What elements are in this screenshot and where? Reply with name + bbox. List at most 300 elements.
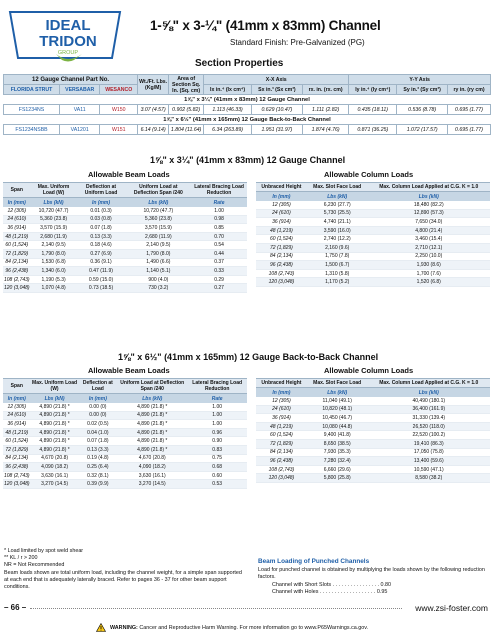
table-cell: 0.68 xyxy=(187,463,247,472)
table-cell: 36,400 (161.9) xyxy=(368,405,490,414)
table-cell: 1,310 (5.8) xyxy=(307,269,368,278)
table-cell: 3,570 (15.9) xyxy=(31,224,77,233)
unit-header: Lbs (kN) xyxy=(307,388,368,398)
note-beam-loads: Beam loads shown are total uniform load, including the channel weight, for a simple span supported at each end that is adequately laterally braced. Refer to pages 36 - 37 for other beam support conditions. xyxy=(4,569,242,591)
props-cell: 0.695 (1.77) xyxy=(448,105,491,115)
table-cell: 5,360 (23.8) xyxy=(31,215,77,224)
table-cell: 2,250 (10.0) xyxy=(368,252,490,261)
table-cell: 0.70 xyxy=(191,232,247,241)
table-cell: 0.39 (9.9) xyxy=(79,480,118,489)
col-sx: Sx in.³ (Sx cm³) xyxy=(252,85,303,95)
table-cell: 96 (2,438) xyxy=(3,463,31,472)
table-cell: 120 (3,048) xyxy=(256,278,307,287)
table-row xyxy=(256,397,490,405)
table-cell: 0.33 xyxy=(191,267,247,276)
table-row xyxy=(256,405,490,414)
column-header: Lateral Bracing Load Reduction xyxy=(187,379,247,394)
table-cell: 108 (2,743) xyxy=(4,276,30,283)
table-cell: 60 (1,524) xyxy=(3,241,31,250)
punched-short-slots: Channel with Short Slots . . . . . . . . . . . . . . . . 0.80 xyxy=(272,581,391,588)
gauge-header: 12 Gauge Channel Part No. xyxy=(4,75,138,85)
table-cell: 60 (1,524) xyxy=(256,431,307,440)
props-cell: 0.536 (8.78) xyxy=(397,105,448,115)
table-cell: 0.36 (9.1) xyxy=(77,258,126,267)
unit-header: Lbs (kN) xyxy=(31,394,79,404)
table-cell: 1,190 (5.3) xyxy=(31,275,77,284)
table-cell: 24 (610) xyxy=(3,215,31,224)
warning-label: WARNING: xyxy=(110,625,138,631)
props-cell: 1.113 (46.33) xyxy=(204,105,252,115)
props-cell: FS1234NSBB xyxy=(4,125,60,135)
table-cell: 4,800 (21.4) xyxy=(368,226,490,235)
table-cell: 0.07 (1.8) xyxy=(79,437,118,446)
table-cell: 0.37 xyxy=(191,258,247,267)
table-cell: 0.83 xyxy=(187,445,247,454)
table-cell: 3,570 (15.9) xyxy=(126,224,192,233)
table-cell: 84 (2,134) xyxy=(256,252,307,261)
table-cell: 4,740 (21.1) xyxy=(307,218,368,227)
table-row xyxy=(256,431,490,440)
table-row xyxy=(3,241,247,250)
warning-icon xyxy=(96,623,106,632)
table-cell: 4,890 (21.8) * xyxy=(117,445,187,454)
table-row xyxy=(3,428,247,437)
column-header: Span xyxy=(3,183,31,198)
table-row xyxy=(3,215,247,224)
punched-text: Load for punched channel is obtained by multiplying the loads shown by the following reduction factors. xyxy=(258,567,485,581)
props-cell: 1.111 (2.82) xyxy=(302,105,349,115)
table-cell: 19,410 (86.3) xyxy=(368,439,490,448)
table-row xyxy=(3,420,247,429)
props-cell: 1.804 (11.64) xyxy=(169,125,204,135)
table-cell: 1,140 (5.1) xyxy=(126,267,192,276)
table-cell: 36 (914) xyxy=(3,420,31,429)
column-header: Uniform Load at Deflection Span /240 xyxy=(126,183,192,198)
table-cell: 0.03 (0.8) xyxy=(77,215,126,224)
table-cell: 0.19 (4.8) xyxy=(79,454,118,463)
table-cell: 0.25 (6.4) xyxy=(79,463,118,472)
table-cell: 4,890 (21.8) * xyxy=(117,411,187,420)
table-row xyxy=(3,403,247,411)
punched-heading: Beam Loading of Punched Channels xyxy=(258,558,370,565)
page-subtitle: Standard Finish: Pre-Galvanized (PG) xyxy=(230,38,365,47)
table-row xyxy=(256,278,490,287)
table-cell: 96 (2,438) xyxy=(256,457,307,466)
table-cell: 0.07 (1.8) xyxy=(77,224,126,233)
table-cell: 12,890 (57.3) xyxy=(368,209,490,218)
table-cell: 3,590 (16.0) xyxy=(307,226,368,235)
table-row xyxy=(256,448,490,457)
unit-header: Lbs (kN) xyxy=(126,198,192,208)
table-cell: 36 (914) xyxy=(256,414,307,423)
table-cell: 120 (3,048) xyxy=(4,285,30,292)
table-cell: 6,230 (27.7) xyxy=(307,201,368,209)
yy-axis-header: Y-Y Axis xyxy=(349,75,491,85)
column-header: Max. Slot Face Load xyxy=(307,183,368,192)
table-cell: 1,790 (8.0) xyxy=(126,249,192,258)
table-cell: 6,660 (29.6) xyxy=(307,465,368,474)
table-cell: 3,460 (15.4) xyxy=(368,235,490,244)
table-row xyxy=(256,414,490,423)
props-cell: 1.951 (31.97) xyxy=(252,125,303,135)
footer-divider xyxy=(30,608,402,609)
table-cell: 10,080 (44.8) xyxy=(307,422,368,431)
col-ry: ry in. (ry cm) xyxy=(448,85,491,95)
unit-header: Rate xyxy=(187,394,247,404)
column-header: Max. Uniform Load (W) xyxy=(31,183,77,198)
table-cell: 0.73 (18.5) xyxy=(77,284,126,293)
table-cell: 2,680 (11.9) xyxy=(126,232,192,241)
table-cell: 120 (3,048) xyxy=(4,481,30,488)
table-cell: 84 (2,134) xyxy=(3,258,31,267)
column-header: Unbraced Height xyxy=(256,379,307,388)
props-cell: W151 xyxy=(100,125,138,135)
table-cell: 96 (2,438) xyxy=(3,267,31,276)
table-cell: 0.18 (4.6) xyxy=(77,241,126,250)
table-cell: 5,360 (23.8) xyxy=(126,215,192,224)
props-cell: 3.07 (4.57) xyxy=(138,105,169,115)
table-cell: 84 (2,134) xyxy=(256,448,307,457)
section2-column-heading: Allowable Column Loads xyxy=(324,366,414,375)
table-cell: 2,710 (12.1) xyxy=(368,243,490,252)
table-cell: 4,090 (18.2) xyxy=(31,463,79,472)
table-cell: 1,700 (7.6) xyxy=(368,269,490,278)
note-nr: NR = Not Recommended xyxy=(4,562,65,569)
section2-beam-table xyxy=(3,378,247,489)
table-row xyxy=(3,258,247,267)
table-cell: 0.90 xyxy=(187,437,247,446)
table-row xyxy=(256,422,490,431)
table-cell: 0.27 (6.9) xyxy=(77,249,126,258)
props-cell: 0.695 (1.77) xyxy=(448,125,491,135)
table-cell: 7,930 (35.3) xyxy=(307,448,368,457)
note-spot-weld: * Load limited by spot weld shear xyxy=(4,548,84,554)
table-row xyxy=(3,463,247,472)
column-header: Max. Column Load Applied at C.G. K = 1.0 xyxy=(368,379,490,388)
table-cell: 10,720 (47.7) xyxy=(31,207,77,215)
section2-column-table xyxy=(256,378,490,483)
table-cell: 108 (2,743) xyxy=(256,269,307,278)
table-cell: 8,650 (38.5) xyxy=(307,439,368,448)
section1-beam-heading: Allowable Beam Loads xyxy=(88,170,170,179)
table-cell: 84 (2,134) xyxy=(3,454,31,463)
band-back-to-back: 1⅝" x 6½" (41mm x 165mm) 12 Gauge Back-to-Back Channel xyxy=(4,115,491,125)
table-cell: 2,740 (12.2) xyxy=(307,235,368,244)
table-cell: 0.59 (15.0) xyxy=(77,275,126,284)
props-cell: VA11 xyxy=(60,105,100,115)
website-link[interactable]: www.zsi-foster.com xyxy=(415,603,488,613)
band-single: 1⅝" x 3¼" (41mm x 83mm) 12 Gauge Channel xyxy=(4,95,491,105)
column-header: Lateral Bracing Load Reduction xyxy=(191,183,247,198)
table-row xyxy=(3,232,247,241)
table-cell: 3,270 (14.5) xyxy=(31,480,79,489)
table-cell: 9,400 (41.8) xyxy=(307,431,368,440)
column-header: Span xyxy=(3,379,31,394)
table-cell: 10,820 (48.1) xyxy=(307,405,368,414)
table-cell: 0.98 xyxy=(191,215,247,224)
table-cell: 0.54 xyxy=(191,241,247,250)
table-row xyxy=(256,201,490,209)
table-cell: 1,530 (6.8) xyxy=(31,258,77,267)
table-cell: 0.85 xyxy=(191,224,247,233)
table-cell: 1,340 (6.0) xyxy=(31,267,77,276)
table-cell: 1,490 (6.6) xyxy=(126,258,192,267)
table-row xyxy=(256,235,490,244)
table-cell: 108 (2,743) xyxy=(256,465,307,474)
col-sy: Sy in.³ (Sy cm³) xyxy=(397,85,448,95)
table-cell: 12 (305) xyxy=(256,201,307,209)
unit-header: Lbs (kN) xyxy=(31,198,77,208)
table-cell: 0.29 xyxy=(191,275,247,284)
logo-line2: TRIDON xyxy=(39,33,97,50)
section1-column-heading: Allowable Column Loads xyxy=(324,170,414,179)
table-cell: 4,670 (20.8) xyxy=(117,454,187,463)
table-cell: 120 (3,048) xyxy=(256,474,307,483)
table-cell: 1,520 (6.8) xyxy=(368,278,490,287)
table-row xyxy=(256,252,490,261)
table-cell: 26,520 (118.0) xyxy=(368,422,490,431)
table-cell: 5,730 (25.5) xyxy=(307,209,368,218)
table-cell: 10,590 (47.1) xyxy=(368,465,490,474)
table-cell: 48 (1,219) xyxy=(3,428,31,437)
table-cell: 0.47 (11.9) xyxy=(77,267,126,276)
table-row xyxy=(256,457,490,466)
section2-heading: 1⅝" x 6½" (41mm x 165mm) 12 Gauge Back-to-Back Channel xyxy=(118,352,379,362)
table-row xyxy=(3,249,247,258)
props-cell: 6.14 (9.14) xyxy=(138,125,169,135)
table-cell: 0.04 (1.0) xyxy=(79,428,118,437)
table-row xyxy=(256,243,490,252)
table-cell: 1.00 xyxy=(187,411,247,420)
table-cell: 24 (610) xyxy=(3,411,31,420)
section-properties-table xyxy=(3,74,491,135)
table-row xyxy=(256,439,490,448)
table-row xyxy=(3,471,247,480)
table-cell: 4,890 (21.8) * xyxy=(31,411,79,420)
table-cell: 48 (1,219) xyxy=(3,232,31,241)
table-row xyxy=(256,474,490,483)
table-cell: 4,670 (20.8) xyxy=(31,454,79,463)
table-cell: 3,630 (16.1) xyxy=(117,471,187,480)
section1-heading: 1⅝" x 3¼" (41mm x 83mm) 12 Gauge Channel xyxy=(150,155,346,165)
table-cell: 36 (914) xyxy=(256,218,307,227)
props-cell: 6.34 (263.89) xyxy=(204,125,252,135)
table-cell: 0.27 xyxy=(191,284,247,293)
table-cell: 72 (1,829) xyxy=(3,445,31,454)
table-cell: 3,630 (16.1) xyxy=(31,471,79,480)
brand-florida-strut: FLORIDA STRUT xyxy=(4,85,60,95)
xx-axis-header: X-X Axis xyxy=(204,75,349,85)
table-cell: 11,040 (49.1) xyxy=(307,397,368,405)
table-cell: 12 (305) xyxy=(256,397,307,405)
table-cell: 5,800 (25.8) xyxy=(307,474,368,483)
unit-header: Lbs (kN) xyxy=(117,394,187,404)
table-cell: 96 (2,438) xyxy=(256,261,307,270)
column-header: Deflection at Load xyxy=(79,379,118,394)
table-cell: 1.00 xyxy=(191,207,247,215)
unit-header: Lbs (kN) xyxy=(368,192,490,202)
unit-header: In (mm) xyxy=(77,198,126,208)
table-cell: 17,050 (75.8) xyxy=(368,448,490,457)
table-row xyxy=(3,275,247,284)
table-row xyxy=(3,480,247,489)
table-cell: 0.01 (0.3) xyxy=(77,207,126,215)
table-cell: 4,890 (21.8) * xyxy=(31,403,79,411)
column-header: Deflection at Uniform Load xyxy=(77,183,126,198)
logo-line1: IDEAL xyxy=(45,17,91,34)
table-cell: 0.60 xyxy=(187,471,247,480)
col-iy: Iy in.⁴ (Iy cm⁴) xyxy=(349,85,397,95)
table-row xyxy=(3,284,247,293)
table-row xyxy=(3,411,247,420)
props-cell: 0.435 (18.11) xyxy=(349,105,397,115)
table-row xyxy=(3,454,247,463)
brand-wesanco: WESANCO xyxy=(100,85,138,95)
table-cell: 4,890 (21.8) * xyxy=(117,437,187,446)
table-cell: 1,070 (4.8) xyxy=(31,284,77,293)
col-rx: rx. in. (rx. cm) xyxy=(302,85,349,95)
section2-beam-heading: Allowable Beam Loads xyxy=(88,366,170,375)
table-cell: 10,720 (47.7) xyxy=(126,207,192,215)
table-cell: 72 (1,829) xyxy=(256,439,307,448)
section1-beam-table xyxy=(3,182,247,293)
table-row xyxy=(256,226,490,235)
unit-header: Rate xyxy=(191,198,247,208)
props-cell: VA1201 xyxy=(60,125,100,135)
table-cell: 4,890 (21.8) * xyxy=(117,403,187,411)
table-cell: 72 (1,829) xyxy=(256,243,307,252)
table-cell: 0.75 xyxy=(187,454,247,463)
logo-line3: GROUP xyxy=(57,50,79,56)
table-cell: 1.00 xyxy=(187,420,247,429)
table-cell: 7,650 (34.0) xyxy=(368,218,490,227)
table-cell: 22,520 (100.2) xyxy=(368,431,490,440)
table-cell: 4,890 (21.8) * xyxy=(31,445,79,454)
brand-versabar: VERSABAR xyxy=(60,85,100,95)
table-cell: 12 (305) xyxy=(3,207,31,215)
section-properties-heading: Section Properties xyxy=(195,58,284,69)
column-header: Max. Slot Face Load xyxy=(307,379,368,388)
table-cell: 0.02 (0.5) xyxy=(79,420,118,429)
table-cell: 1.00 xyxy=(187,403,247,411)
props-cell: 0.629 (10.47) xyxy=(252,105,303,115)
area-header: Area of Section Sq. In. (Sq. cm) xyxy=(169,75,204,95)
table-row xyxy=(256,209,490,218)
table-cell: 2,140 (9.5) xyxy=(31,241,77,250)
table-cell: 60 (1,524) xyxy=(3,437,31,446)
table-cell: 18,480 (82.2) xyxy=(368,201,490,209)
table-cell: 0.13 (3.3) xyxy=(79,445,118,454)
props-cell: W150 xyxy=(100,105,138,115)
punched-holes: Channel with Holes . . . . . . . . . . . . . . . . . . . 0.95 xyxy=(272,588,388,595)
table-cell: 4,890 (21.8) * xyxy=(31,437,79,446)
unit-header: In (mm) xyxy=(3,198,31,208)
props-cell: 0.871 (36.25) xyxy=(349,125,397,135)
table-cell: 0.53 xyxy=(187,480,247,489)
unit-header: In (mm) xyxy=(79,394,118,404)
warning-text: Cancer and Reproductive Harm Warning. For more information go to www.P65Warnings.ca.gov. xyxy=(139,625,369,631)
table-cell: 1,170 (5.2) xyxy=(307,278,368,287)
table-cell: 24 (610) xyxy=(256,405,307,414)
table-cell: 36 (914) xyxy=(3,224,31,233)
table-cell: 1,790 (8.0) xyxy=(31,249,77,258)
table-cell: 0.96 xyxy=(187,428,247,437)
table-cell: 24 (610) xyxy=(256,209,307,218)
unit-header: Lbs (kN) xyxy=(368,388,490,398)
table-row xyxy=(256,465,490,474)
table-cell: 1,750 (7.8) xyxy=(307,252,368,261)
note-klr: ** KL / r > 200 xyxy=(4,555,38,562)
table-cell: 8,580 (38.2) xyxy=(368,474,490,483)
unit-header: Lbs (kN) xyxy=(307,192,368,202)
table-row xyxy=(3,437,247,446)
page-title: 1-⅝" x 3-¼" (41mm x 83mm) Channel xyxy=(150,18,381,33)
table-cell: 40,490 (180.1) xyxy=(368,397,490,405)
table-cell: 13,400 (59.6) xyxy=(368,457,490,466)
table-cell: 4,890 (21.8) * xyxy=(31,428,79,437)
table-cell: 72 (1,829) xyxy=(3,249,31,258)
footnotes xyxy=(4,548,244,591)
ideal-tridon-logo xyxy=(8,8,126,64)
table-cell: 2,160 (9.6) xyxy=(307,243,368,252)
table-row xyxy=(256,261,490,270)
props-cell: 1.874 (4.76) xyxy=(302,125,349,135)
table-cell: 10,450 (46.7) xyxy=(307,414,368,423)
props-cell: FS1234NS xyxy=(4,105,60,115)
table-cell: 1,500 (6.7) xyxy=(307,261,368,270)
table-row xyxy=(256,218,490,227)
table-cell: 48 (1,219) xyxy=(256,422,307,431)
unit-header: In (mm) xyxy=(256,388,307,398)
table-row xyxy=(256,269,490,278)
col-ix: Ix in.⁴ (Ix cm⁴) xyxy=(204,85,252,95)
table-cell: 4,890 (21.8) * xyxy=(31,420,79,429)
unit-header: In (mm) xyxy=(3,394,31,404)
table-row xyxy=(3,445,247,454)
wt-header: Wt./Ft. Lbs. (Kg/M) xyxy=(138,75,169,95)
table-cell: 0.00 (0) xyxy=(79,403,118,411)
props-cell: 0.902 (5.82) xyxy=(169,105,204,115)
table-row xyxy=(3,207,247,215)
table-cell: 900 (4.0) xyxy=(126,275,192,284)
section1-column-table xyxy=(256,182,490,287)
table-cell: 4,890 (21.8) * xyxy=(117,420,187,429)
table-cell: 48 (1,219) xyxy=(256,226,307,235)
column-header: Max. Column Load Applied at C.G. K = 1.0 xyxy=(368,183,490,192)
page-number: – 66 – xyxy=(4,603,27,612)
table-cell: 60 (1,524) xyxy=(256,235,307,244)
table-cell: 1,930 (8.6) xyxy=(368,261,490,270)
table-cell: 2,680 (11.9) xyxy=(31,232,77,241)
table-cell: 2,140 (9.5) xyxy=(126,241,192,250)
props-cell: 1.072 (17.57) xyxy=(397,125,448,135)
table-cell: 12 (305) xyxy=(3,403,31,411)
table-row xyxy=(3,267,247,276)
column-header: Uniform Load at Deflection Span /240 xyxy=(117,379,187,394)
table-cell: 0.44 xyxy=(191,249,247,258)
table-row xyxy=(3,224,247,233)
prop65-warning xyxy=(110,625,368,631)
table-cell: 4,890 (21.8) * xyxy=(117,428,187,437)
table-cell: 3,270 (14.5) xyxy=(117,480,187,489)
table-cell: 730 (3.2) xyxy=(126,284,192,293)
punched-channel-notes xyxy=(258,558,488,596)
table-cell: 7,280 (32.4) xyxy=(307,457,368,466)
table-cell: 0.13 (3.3) xyxy=(77,232,126,241)
table-cell: 108 (2,743) xyxy=(4,472,30,479)
table-cell: 31,330 (139.4) xyxy=(368,414,490,423)
column-header: Max. Uniform Load (W) xyxy=(32,380,78,392)
